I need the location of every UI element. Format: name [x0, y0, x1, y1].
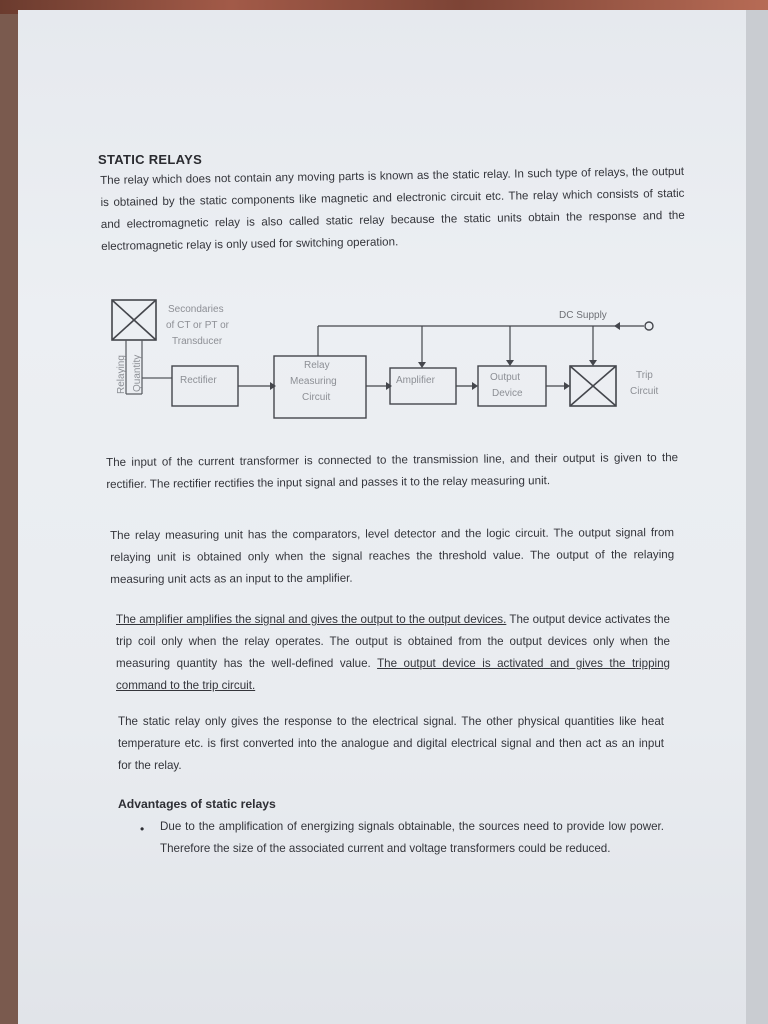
- measuring-paragraph: The relay measuring unit has the comparators, level detector and the logic circuit. The output signal from relaying unit is obtained only when the signal reaches the threshold value. The output of the relaying measuring unit acts as an input to the amplifier.: [110, 526, 675, 586]
- label-output-device-1: Output: [490, 372, 521, 383]
- label-secondaries-3: Transducer: [172, 336, 223, 347]
- label-relay-measuring-3: Circuit: [302, 392, 331, 403]
- label-relaying: Relaying: [116, 355, 127, 394]
- label-output-device-2: Device: [492, 388, 523, 399]
- label-relay-measuring-1: Relay: [304, 360, 330, 371]
- advantages-heading: Advantages of static relays: [118, 797, 276, 811]
- amplifier-sentence-underlined: The amplifier amplifies the signal and gives the output to the output devices.: [116, 613, 507, 626]
- signal-paragraph: The static relay only gives the response to the electrical signal. The other physical quantities like heat temperature etc. is first converted into the analogue and digital electrical signal and then act as an input for the relay.: [118, 715, 664, 772]
- ct-box: [112, 300, 156, 340]
- label-amplifier: Amplifier: [396, 375, 435, 386]
- label-rectifier: Rectifier: [180, 375, 217, 386]
- label-secondaries-2: of CT or PT or: [166, 320, 229, 331]
- rectifier-box: [172, 366, 238, 406]
- page-title: STATIC RELAYS: [98, 152, 203, 167]
- input-paragraph: The input of the current transformer is connected to the transmission line, and their output is given to the rectifier. The rectifier rectifies the input signal and passes it to the relay measuring unit.: [106, 451, 679, 491]
- label-trip-circuit-1: Trip: [636, 370, 653, 381]
- bullet-marker: •: [140, 822, 145, 836]
- advantage-item: Due to the amplification of energizing signals obtainable, the sources need to provide low power. Therefore the size of the associated current and voltage transformers could be reduced.: [160, 820, 664, 855]
- static-relay-block-diagram: [104, 292, 674, 424]
- label-trip-circuit-2: Circuit: [630, 386, 659, 397]
- amplifier-box: [390, 368, 456, 404]
- amplifier-sentence-middle: The output device activates the trip coil only when the relay operates. The output is obtained from the output devices only when the measuring quantity has the well-defined value.: [116, 613, 670, 670]
- trip-box: [570, 366, 616, 406]
- label-dc-supply: DC Supply: [559, 310, 607, 321]
- intro-paragraph: The relay which does not contain any moving parts is known as the static relay. In such type of relays, the output is obtained by the static components like magnetic and electronic circuit etc. The relay which consists of static and electromagnetic relay is also called static relay because the static units obtain the response and the electromagnetic relay is only used for switching operation.: [100, 164, 685, 253]
- dc-supply-terminal: [645, 322, 653, 330]
- label-secondaries-1: Secondaries: [168, 304, 224, 315]
- label-quantity: Quantity: [132, 354, 143, 392]
- output-device-sentence-underlined: The output device is activated and gives the tripping command to the trip circuit.: [116, 657, 670, 692]
- amplifier-paragraph: [116, 609, 670, 697]
- paper-edge: [746, 10, 768, 1024]
- label-relay-measuring-2: Measuring: [290, 376, 337, 387]
